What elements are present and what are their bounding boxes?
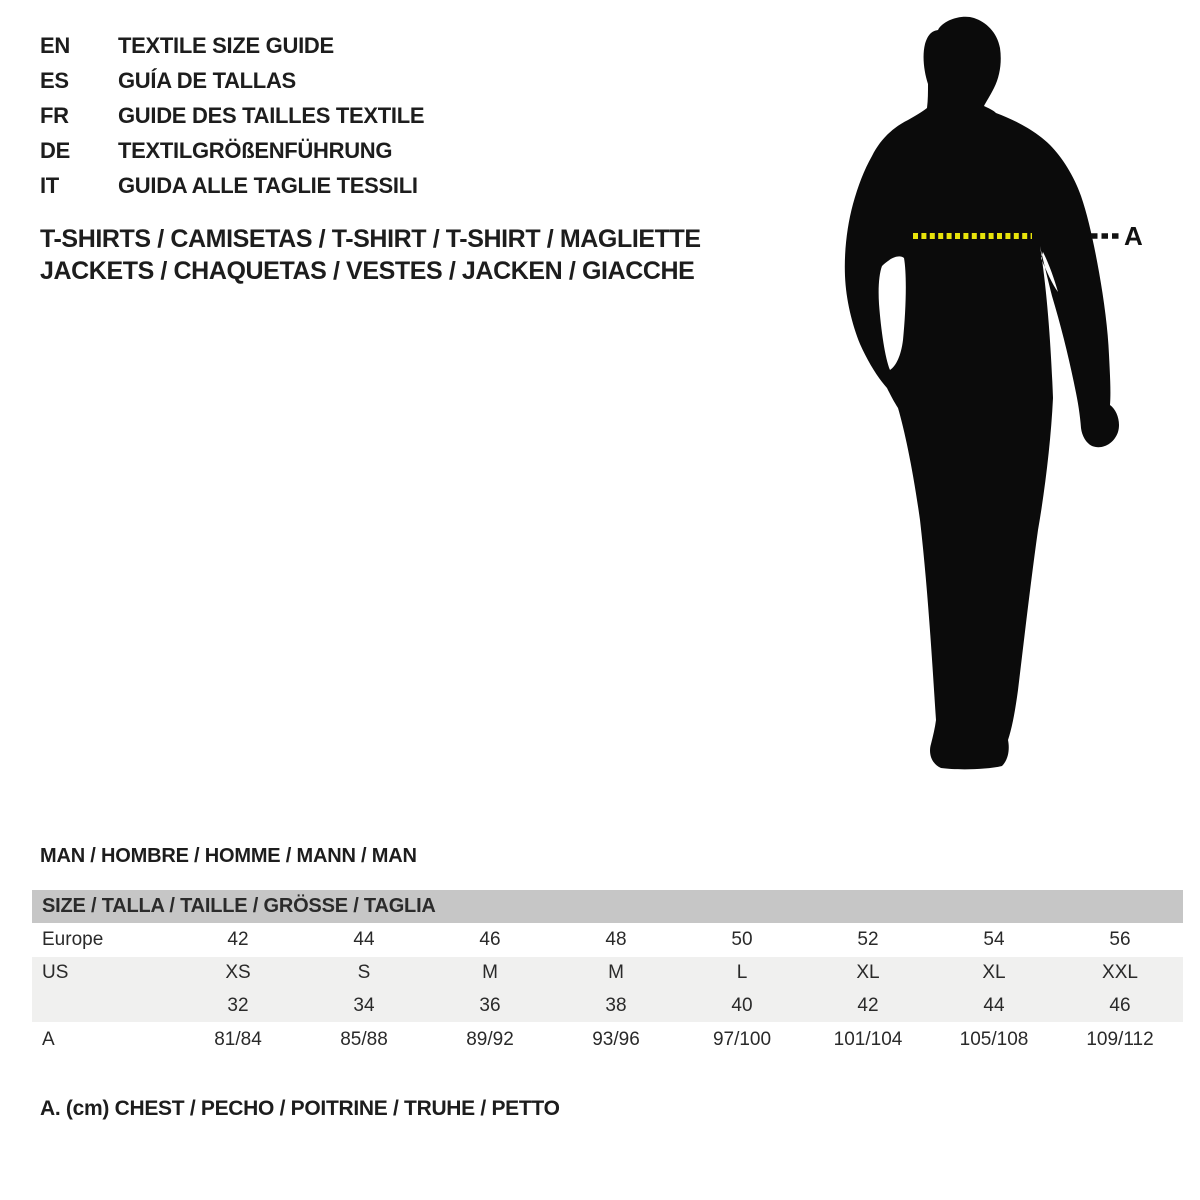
language-row xyxy=(40,63,424,98)
size-cell: 46 xyxy=(479,929,501,950)
size-cell: 44 xyxy=(983,995,1005,1016)
size-cell: 54 xyxy=(983,929,1005,950)
size-cell: 56 xyxy=(1109,929,1131,950)
size-cell: 42 xyxy=(857,995,879,1016)
row-label: US xyxy=(42,962,69,983)
size-cell: S xyxy=(357,962,371,983)
size-cell: M xyxy=(482,962,498,983)
language-label: TEXTILGRÖßENFÜHRUNG xyxy=(118,138,393,163)
language-code: IT xyxy=(40,173,59,198)
size-cell: 81/84 xyxy=(214,1029,262,1050)
size-cell: 109/112 xyxy=(1086,1029,1154,1050)
language-row xyxy=(40,133,424,168)
size-cell: 40 xyxy=(731,995,753,1016)
language-label: GUIDE DES TAILLES TEXTILE xyxy=(118,103,425,128)
product-categories xyxy=(40,223,701,287)
language-code: DE xyxy=(40,138,70,163)
man-figure xyxy=(820,0,1200,800)
size-cell: XL xyxy=(982,962,1006,983)
row-label xyxy=(32,989,175,1022)
measure-callout-label: A xyxy=(1124,221,1143,251)
size-cell: L xyxy=(736,962,748,983)
size-cell: 89/92 xyxy=(466,1029,514,1050)
size-cell: 46 xyxy=(1109,995,1131,1016)
category-tshirts: T-SHIRTS / CAMISETAS / T-SHIRT / T-SHIRT / MAGLIETTE xyxy=(40,225,701,253)
language-label: TEXTILE SIZE GUIDE xyxy=(118,33,334,58)
size-cell: 44 xyxy=(353,929,375,950)
language-code: ES xyxy=(40,68,69,93)
language-label: GUÍA DE TALLAS xyxy=(118,68,296,93)
size-cell: 97/100 xyxy=(712,1029,772,1050)
size-cell: 32 xyxy=(227,995,249,1016)
size-cell: 36 xyxy=(479,995,501,1016)
size-cell: 50 xyxy=(731,929,753,950)
size-cell: M xyxy=(608,962,624,983)
language-code: FR xyxy=(40,103,69,128)
size-cell: XXL xyxy=(1102,962,1138,983)
language-row xyxy=(40,98,424,133)
size-cell: 93/96 xyxy=(592,1029,640,1050)
table-row-europe xyxy=(32,923,1183,957)
table-row-us-numeric xyxy=(32,989,1183,1022)
size-table xyxy=(32,890,1183,1058)
table-row-us xyxy=(32,957,1183,989)
language-list xyxy=(40,28,424,203)
size-cell: XL xyxy=(856,962,880,983)
language-code: EN xyxy=(40,33,70,58)
size-cell: 52 xyxy=(857,929,879,950)
table-row-chest xyxy=(32,1022,1183,1058)
row-label: A xyxy=(42,1029,55,1050)
language-label: GUIDA ALLE TAGLIE TESSILI xyxy=(118,173,418,198)
language-row xyxy=(40,28,424,63)
measurement-footnote: A. (cm) CHEST / PECHO / POITRINE / TRUHE / PETTO xyxy=(40,1097,560,1120)
language-row xyxy=(40,168,424,203)
section-title: MAN / HOMBRE / HOMME / MANN / MAN xyxy=(40,845,417,867)
size-cell: 85/88 xyxy=(340,1029,388,1050)
size-cell: 38 xyxy=(605,995,627,1016)
row-label: Europe xyxy=(42,929,104,950)
man-silhouette xyxy=(845,17,1119,770)
size-cell: 42 xyxy=(227,929,249,950)
size-cell: 105/108 xyxy=(959,1029,1029,1050)
size-cell: 48 xyxy=(605,929,627,950)
table-header: SIZE / TALLA / TAILLE / GRÖSSE / TAGLIA xyxy=(32,890,1183,923)
size-cell: 101/104 xyxy=(833,1029,903,1050)
size-cell: XS xyxy=(225,962,251,983)
size-cell: 34 xyxy=(353,995,375,1016)
category-jackets: JACKETS / CHAQUETAS / VESTES / JACKEN / GIACCHE xyxy=(40,257,695,285)
